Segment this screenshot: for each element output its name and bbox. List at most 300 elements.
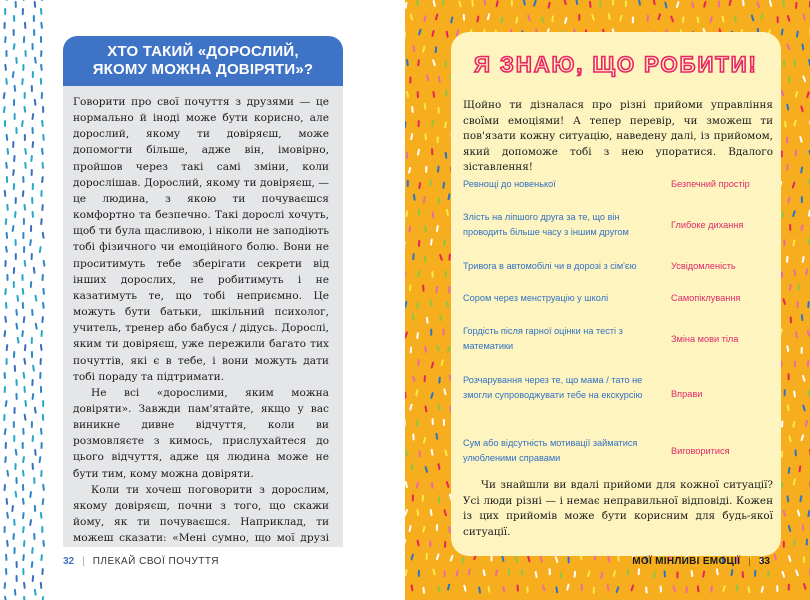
confetti-dash: [794, 60, 797, 67]
confetti-dash: [697, 585, 700, 592]
confetti-dash: [424, 466, 428, 473]
decorative-dash: [13, 43, 16, 50]
confetti-dash: [443, 239, 446, 246]
confetti-dash: [422, 587, 425, 594]
decorative-dash: [4, 526, 6, 533]
confetti-dash: [807, 301, 810, 308]
confetti-dash: [784, 121, 787, 128]
decorative-dash: [13, 407, 15, 414]
decorative-dash: [41, 120, 44, 127]
confetti-dash: [539, 556, 543, 563]
confetti-dash: [436, 345, 440, 352]
confetti-dash: [412, 45, 415, 52]
decorative-dash: [34, 589, 37, 596]
confetti-dash: [783, 541, 785, 548]
confetti-dash: [431, 30, 435, 37]
confetti-dash: [430, 179, 432, 186]
confetti-dash: [422, 526, 426, 533]
confetti-dash: [734, 15, 736, 22]
decorative-dash: [40, 582, 43, 589]
decorative-dash: [33, 15, 35, 22]
decorative-dash: [3, 92, 6, 99]
confetti-dash: [786, 164, 788, 171]
confetti-dash: [801, 314, 804, 321]
decorative-dash: [22, 526, 25, 533]
confetti-dash: [436, 225, 439, 232]
technique-text: Усвідомленість: [671, 261, 736, 271]
confetti-dash: [450, 16, 453, 23]
confetti-dash: [805, 268, 808, 275]
confetti-dash: [410, 13, 414, 20]
confetti-dash: [438, 197, 440, 204]
confetti-dash: [638, 568, 641, 575]
decorative-dash: [15, 323, 18, 330]
decorative-dash: [23, 36, 26, 43]
confetti-dash: [587, 570, 591, 577]
confetti-dash: [800, 105, 804, 112]
confetti-dash: [438, 107, 440, 114]
decorative-dash: [15, 197, 17, 204]
confetti-dash: [442, 182, 445, 189]
decorative-dash: [34, 99, 37, 106]
decorative-dash: [34, 449, 37, 456]
paragraph: Коли ти хочеш поговорити з дорослим, якому довіряєш, почни з того, що скажи йому, як ти почуваєшся. Наприклад, ти можеш сказати: «Мені сумно, що мої друзі: [73, 483, 329, 545]
technique-text: Виговоритися: [671, 446, 730, 456]
confetti-dash: [421, 495, 424, 502]
confetti-dash: [432, 418, 434, 425]
decorative-dash: [13, 183, 15, 190]
decorative-dash: [11, 505, 14, 512]
confetti-dash: [776, 585, 778, 592]
confetti-dash: [416, 539, 419, 546]
decorative-dash: [39, 246, 42, 253]
footer-divider: |: [82, 556, 85, 567]
decorative-dash: [42, 232, 45, 239]
confetti-dash: [798, 465, 801, 472]
confetti-dash: [608, 13, 611, 20]
confetti-dash: [760, 13, 763, 20]
confetti-dash: [405, 391, 407, 398]
confetti-dash: [730, 569, 733, 576]
decorative-dash: [14, 491, 17, 498]
decorative-dash: [4, 36, 7, 43]
confetti-dash: [405, 121, 406, 128]
confetti-dash: [416, 509, 419, 516]
confetti-dash: [535, 571, 538, 578]
decorative-dash: [40, 78, 42, 85]
confetti-dash: [417, 59, 420, 66]
confetti-dash: [444, 449, 448, 456]
confetti-dash: [406, 152, 408, 159]
decorative-dash: [13, 155, 15, 162]
decorative-dash: [13, 15, 15, 22]
decorative-dash: [23, 204, 26, 211]
confetti-dash: [438, 497, 441, 504]
confetti-dash: [468, 568, 471, 575]
decorative-dash: [24, 22, 27, 29]
confetti-dash: [555, 556, 559, 563]
decorative-dash: [41, 0, 43, 1]
situation-text: Злість на ліпшого друга за те, що він проводить більше часу з іншим другом: [463, 212, 629, 237]
paragraph: Говорити про свої почуття з друзями — це нормально й іноді може бути корисно, але дорослий, якому ти довіряєш, може допомогти більше, адже він, імовірно, пройшов через такі самі зміни, коли дорослішав. Дорослий, якому ти довіряєш, — це людина, з якою ти почуваєшся комфортно та безпечно. Такі дорослі хочуть, щоб ти була щасливою, і ніколи не заподіють тобі фізичного чи емоційного болю. Вони не проситимуть тебе зберігати секрети від інших дорослих, не робитимуть і не казатимуть те, що тобі неприємно. Це можуть бути батьки, шкільний психолог, учитель, тренер або бабуся / дідусь. Дорослі, яким ти довіряєш, уже пережили багато тих почуттів, які є в тебе, і вони можуть дати тобі пораду та підтримати.: [73, 96, 329, 383]
decorative-dash: [5, 162, 8, 169]
confetti-dash: [443, 419, 445, 426]
confetti-dash: [736, 584, 738, 591]
confetti-dash: [794, 449, 797, 456]
confetti-dash: [551, 15, 554, 22]
confetti-dash: [410, 553, 414, 560]
confetti-dash: [780, 89, 784, 96]
decorative-dash: [3, 106, 6, 113]
confetti-dash: [800, 224, 804, 231]
confetti-dash: [627, 569, 630, 576]
confetti-dash: [423, 437, 427, 444]
confetti-dash: [431, 148, 433, 155]
decorative-dash: [5, 218, 8, 225]
confetti-dash: [802, 75, 806, 82]
decorative-dash: [13, 281, 15, 288]
decorative-dash: [42, 106, 44, 113]
confetti-dash: [416, 420, 419, 427]
decorative-dash: [13, 435, 15, 442]
confetti-dash: [432, 59, 436, 66]
confetti-dash: [416, 302, 420, 309]
decorative-dash: [12, 533, 15, 540]
decorative-dash: [5, 568, 7, 575]
confetti-dash: [792, 478, 796, 485]
confetti-dash: [600, 572, 604, 579]
decorative-dash: [39, 358, 41, 365]
decorative-dash: [3, 582, 6, 589]
confetti-dash: [541, 16, 545, 23]
confetti-dash: [432, 211, 435, 218]
confetti-dash: [435, 286, 438, 293]
confetti-dash: [807, 330, 810, 337]
technique-text: Вправи: [671, 389, 703, 399]
confetti-dash: [607, 556, 610, 563]
activity-outro: [463, 478, 773, 540]
confetti-dash: [797, 284, 801, 291]
confetti-dash: [517, 584, 519, 591]
confetti-dash: [416, 482, 419, 489]
page-number: 32: [63, 556, 75, 567]
confetti-dash: [793, 269, 796, 276]
decorative-dash: [24, 162, 27, 169]
confetti-dash: [431, 449, 434, 456]
confetti-dash: [423, 196, 426, 203]
decorative-dash: [22, 0, 24, 1]
decorative-dash: [13, 99, 15, 106]
confetti-dash: [412, 433, 414, 440]
confetti-dash: [802, 524, 804, 531]
confetti-dash: [430, 392, 434, 399]
decorative-dash: [4, 260, 6, 267]
paragraph: Не всі «дорослими, яким можна довіряти». Завжди пам'ятайте, якщо у вас виникне дивне відчуття, коли ви розмовляєте з кимось, прислухайтеся до цього відчуття, адже ця людина може не бути тим, кому можна довіряти.: [73, 386, 329, 480]
confetti-dash: [691, 1, 695, 8]
decorative-dash: [15, 253, 17, 260]
decorative-dash: [15, 57, 18, 64]
confetti-dash: [619, 15, 623, 22]
confetti-dash: [799, 136, 803, 143]
decorative-dash: [40, 442, 42, 449]
confetti-dash: [435, 433, 438, 440]
confetti-dash: [788, 584, 790, 591]
confetti-dash: [405, 509, 408, 516]
confetti-dash: [409, 77, 411, 84]
confetti-dash: [418, 570, 420, 577]
confetti-dash: [796, 301, 798, 308]
decorative-dash: [24, 50, 26, 57]
confetti-dash: [405, 449, 408, 456]
decorative-dash: [31, 379, 33, 386]
decorative-dash: [23, 582, 26, 589]
confetti-dash: [547, 2, 551, 9]
decorative-dash: [22, 372, 25, 379]
decorative-dash: [38, 456, 41, 463]
decorative-dash: [22, 232, 24, 239]
confetti-dash: [806, 539, 808, 546]
confetti-dash: [802, 14, 806, 21]
adult-trust-card: [63, 36, 343, 547]
confetti-dash: [676, 572, 678, 579]
confetti-dash: [407, 180, 409, 187]
confetti-dash: [426, 317, 429, 324]
decorative-dash: [14, 589, 17, 596]
confetti-dash: [431, 120, 434, 127]
decorative-dash: [11, 225, 14, 232]
decorative-dash: [22, 498, 25, 505]
confetti-dash: [786, 137, 788, 144]
confetti-dash: [774, 554, 778, 561]
confetti-dash: [437, 463, 440, 470]
decorative-dash: [42, 498, 45, 505]
confetti-dash: [424, 255, 427, 262]
confetti-dash: [591, 14, 595, 21]
outro-text: Чи знайшли ви вдалі прийоми для кожної ситуації? Усі люди різні — і немає неправильної відповіді. Кожен із цих прийомів може бути корисним для будь-якої ситуації.: [463, 479, 773, 538]
confetti-dash: [802, 404, 806, 411]
technique-text: Зміна мови тіла: [671, 334, 739, 344]
confetti-dash: [405, 242, 406, 249]
confetti-dash: [527, 555, 531, 562]
confetti-dash: [788, 76, 790, 83]
confetti-dash: [632, 16, 634, 23]
technique-text: Самопіклування: [671, 293, 741, 303]
confetti-dash: [405, 539, 406, 546]
decorative-dash: [13, 421, 15, 428]
confetti-dash: [564, 17, 568, 24]
confetti-dash: [801, 43, 804, 50]
decorative-dash: [32, 43, 34, 50]
right-page-footer: [632, 556, 770, 567]
confetti-dash: [793, 119, 797, 126]
confetti-dash: [709, 16, 713, 23]
decorative-dash: [21, 330, 24, 337]
decorative-dash: [4, 484, 6, 491]
confetti-dash: [563, 0, 567, 5]
confetti-dash: [412, 313, 414, 320]
decorative-dash: [15, 127, 17, 134]
decorative-dash: [33, 29, 35, 36]
confetti-dash: [718, 1, 721, 8]
decorative-dash: [31, 113, 34, 120]
decorative-dash: [22, 302, 24, 309]
confetti-dash: [446, 481, 450, 488]
decorative-dash: [40, 22, 43, 29]
right-page: [405, 0, 810, 600]
decorative-dash: [15, 393, 17, 400]
confetti-dash: [437, 136, 439, 143]
decorative-dash: [22, 512, 25, 519]
confetti-dash: [612, 570, 616, 577]
confetti-dash: [523, 0, 527, 6]
confetti-dash: [788, 373, 790, 380]
decorative-dash: [42, 414, 44, 421]
decorative-dash: [30, 281, 33, 288]
confetti-dash: [549, 568, 551, 575]
confetti-dash: [800, 166, 803, 173]
confetti-dash: [789, 284, 792, 291]
confetti-dash: [422, 285, 425, 292]
confetti-dash: [438, 377, 441, 384]
activity-panel: [451, 32, 781, 556]
decorative-dash: [39, 372, 41, 379]
decorative-dash: [40, 512, 43, 519]
confetti-dash: [728, 0, 732, 6]
decorative-dash: [12, 169, 15, 176]
decorative-dash: [34, 1, 37, 8]
confetti-dash: [791, 182, 795, 189]
decorative-dash: [41, 316, 44, 323]
decorative-dash: [29, 519, 32, 526]
situation-text: Сум або відсутність мотивації займатися улюбленими справами: [463, 438, 638, 463]
decorative-dash: [32, 183, 34, 190]
confetti-dash: [685, 586, 688, 593]
decorative-dash: [14, 365, 16, 372]
confetti-dash: [444, 541, 447, 548]
decorative-dash: [22, 288, 25, 295]
confetti-dash: [660, 585, 662, 592]
decorative-dash: [34, 57, 37, 64]
confetti-dash: [408, 226, 411, 233]
confetti-dash: [417, 359, 420, 366]
decorative-dash: [41, 274, 43, 281]
confetti-dash: [442, 328, 444, 335]
confetti-dash: [463, 14, 465, 21]
confetti-dash: [410, 133, 413, 140]
confetti-dash: [781, 271, 783, 278]
confetti-dash: [508, 569, 510, 576]
decorative-dash: [41, 176, 44, 183]
decorative-dash: [24, 260, 27, 267]
decorative-dash: [31, 561, 34, 568]
decorative-dash: [5, 554, 8, 561]
confetti-dash: [426, 74, 430, 81]
confetti-dash: [788, 467, 791, 474]
confetti-dash: [638, 0, 641, 6]
confetti-dash: [721, 16, 724, 23]
confetti-dash: [742, 0, 745, 6]
decorative-dash: [6, 470, 9, 477]
confetti-dash: [405, 569, 408, 576]
decorative-dash: [22, 190, 25, 197]
confetti-dash: [444, 121, 447, 128]
decorative-dash: [23, 358, 26, 365]
page-number: 33: [758, 556, 770, 567]
decorative-dash: [4, 64, 7, 71]
confetti-dash: [430, 509, 433, 516]
decorative-dash: [33, 533, 35, 540]
confetti-dash: [445, 89, 447, 96]
decorative-dash: [41, 568, 43, 575]
confetti-dash: [443, 509, 447, 516]
confetti-dash: [438, 76, 441, 83]
decorative-dash: [23, 386, 25, 393]
confetti-dash: [754, 570, 756, 577]
decorative-dash: [4, 386, 6, 393]
decorative-dash: [31, 547, 34, 554]
decorative-dash: [6, 358, 8, 365]
decorative-dash: [40, 36, 42, 43]
decorative-dash: [24, 400, 27, 407]
confetti-dash: [806, 91, 810, 98]
decorative-dash: [40, 64, 43, 71]
confetti-dash: [418, 240, 420, 247]
decorative-dash: [23, 218, 25, 225]
decorative-dash: [40, 554, 43, 561]
confetti-dash: [405, 271, 406, 278]
card-title: [83, 43, 324, 79]
confetti-dash: [792, 421, 795, 428]
confetti-dash: [801, 196, 803, 203]
decorative-dash: [22, 274, 24, 281]
decorative-dash: [41, 162, 44, 169]
confetti-dash: [615, 586, 619, 593]
decorative-dash: [4, 8, 6, 15]
confetti-dash: [800, 434, 804, 441]
decorative-dash: [3, 22, 5, 29]
confetti-dash: [495, 569, 498, 576]
situation-text: Ревнощі до новенької: [463, 179, 556, 189]
decorative-dash: [15, 1, 17, 8]
card-header: [63, 36, 343, 86]
confetti-dash: [657, 13, 661, 20]
decorative-dash: [40, 190, 42, 197]
confetti-dash: [625, 0, 627, 7]
decorative-dash: [24, 344, 27, 351]
confetti-dash: [418, 182, 421, 189]
decorative-dash: [42, 134, 45, 141]
decorative-dash: [16, 575, 18, 582]
confetti-dash: [647, 15, 649, 22]
activity-intro: Щойно ти дізналася про різні прийоми управління своїми емоціями! А тепер перевір, чи зможеш ти пов'язати кожну ситуацію, наведену далі, із прийомом, який допоможе тобі з нею упоратися. Вдалого зіставлення!: [463, 99, 773, 174]
confetti-dash: [786, 495, 789, 502]
confetti-dash: [411, 463, 414, 470]
confetti-dash: [788, 525, 792, 532]
confetti-dash: [645, 586, 648, 593]
confetti-dash: [442, 0, 445, 6]
confetti-dash: [803, 583, 807, 590]
confetti-dash: [436, 553, 440, 560]
confetti-dash: [521, 569, 524, 576]
confetti-dash: [786, 345, 789, 352]
confetti-dash: [418, 209, 421, 216]
decorative-dash: [41, 526, 43, 533]
decorative-dash: [31, 421, 33, 428]
confetti-dash: [446, 209, 450, 216]
confetti-dash: [461, 556, 465, 563]
situation-text: Розчарування через те, що мама / тато не змогли супроводжувати тебе на екскурсію: [463, 375, 643, 400]
confetti-dash: [515, 17, 518, 24]
